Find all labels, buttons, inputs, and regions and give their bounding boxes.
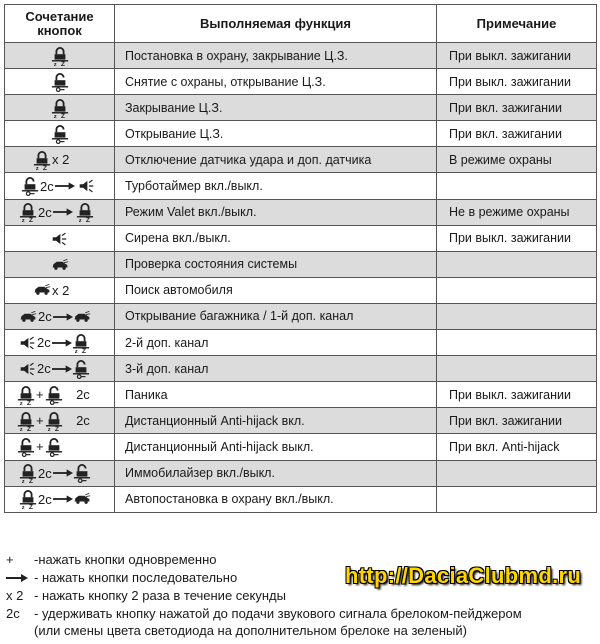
function-cell: Турботаймер вкл./выкл. [115,173,437,199]
combo-cell [5,43,115,69]
combo-cell [5,277,115,303]
arrow-right-icon [53,208,73,216]
lock-zz-icon [76,202,94,222]
siren-icon [78,179,95,193]
combo-modifier: 2с [38,204,52,220]
combo-cell [5,460,115,486]
legend-text: -нажать кнопки одновременно [34,552,217,567]
unlock-key-icon [45,385,63,405]
lock-zz-icon [33,150,51,170]
legend-item [6,552,216,567]
lock-zz-icon [19,463,37,483]
lock-zz-icon [45,411,63,431]
combo-cell [5,199,115,225]
combo-cell [5,173,115,199]
table-row [5,460,597,486]
combo-cell [5,69,115,95]
legend-symbol: x 2 [6,588,24,603]
siren-icon [19,362,36,376]
table-row [5,173,597,199]
note-cell: При выкл. зажигании [437,382,597,408]
lock-zz-icon [17,385,35,405]
legend-text: - нажать кнопку 2 раза в течение секунды [34,588,286,603]
combo-modifier: 2с [76,387,90,403]
table-row [5,43,597,69]
header-note: Примечание [437,5,597,43]
unlock-key-icon [73,463,91,483]
combo-cell [5,330,115,356]
function-cell: Паника [115,382,437,408]
siren-icon [19,336,36,350]
table-row [5,277,597,303]
table-row [5,356,597,382]
legend-symbol [6,570,34,585]
header-function: Выполняемая функция [115,5,437,43]
siren-icon [51,232,68,246]
combo-modifier: x 2 [52,152,70,168]
note-cell: При выкл. зажигании [437,43,597,69]
function-cell: Открывание Ц.З. [115,121,437,147]
function-cell: Проверка состояния системы [115,251,437,277]
table-header [5,5,597,43]
car-icon [19,311,37,323]
unlock-key-icon [51,72,69,92]
lock-zz-icon [19,202,37,222]
table-row [5,486,597,512]
unlock-key-icon [45,437,63,457]
car-icon [73,311,91,323]
legend-symbol: + [6,552,14,567]
combo-cell [5,434,115,460]
function-cell: Снятие с охраны, открывание Ц.З. [115,69,437,95]
function-cell: Закрывание Ц.З. [115,95,437,121]
note-cell [437,356,597,382]
function-cell: Сирена вкл./выкл. [115,225,437,251]
lock-zz-icon [19,489,37,509]
car-icon [33,284,51,296]
legend-text: (или смены цвета светодиода на дополнительном брелоке на зеленый) [34,623,467,638]
combo-cell [5,147,115,173]
plus-icon: + [36,439,44,455]
unlock-key-icon [21,176,39,196]
note-cell: При вкл. Anti-hijack [437,434,597,460]
note-cell: При вкл. зажигании [437,95,597,121]
note-cell [437,251,597,277]
function-cell: Отключение датчика удара и доп. датчика [115,147,437,173]
combo-modifier: 2с [38,491,52,507]
note-cell: При вкл. зажигании [437,121,597,147]
legend-item [6,606,522,621]
combo-modifier: 2с [38,465,52,481]
function-cell: 3-й доп. канал [115,356,437,382]
combo-modifier: x 2 [52,282,70,298]
table-row [5,434,597,460]
legend-symbol: 2с [6,606,20,621]
combo-cell [5,408,115,434]
table-row [5,225,597,251]
plus-icon: + [36,413,44,429]
arrow-right-icon [52,365,72,373]
note-cell: При выкл. зажигании [437,225,597,251]
lock-zz-icon [72,333,90,353]
combo-modifier: 2с [37,361,51,377]
table-row [5,382,597,408]
table-row [5,303,597,329]
watermark-url: http://DaciaClubmd.ru [345,563,582,588]
function-cell: 2-й доп. канал [115,330,437,356]
function-cell: Постановка в охрану, закрывание Ц.З. [115,43,437,69]
legend-item [6,570,237,585]
combo-cell [5,382,115,408]
combo-cell [5,95,115,121]
legend-text: - нажать кнопки последовательно [34,570,238,585]
combo-cell [5,486,115,512]
combo-modifier: 2с [38,309,52,325]
car-icon [73,493,91,505]
arrow-right-icon [52,339,72,347]
note-cell: В режиме охраны [437,147,597,173]
function-cell: Режим Valet вкл./выкл. [115,199,437,225]
arrow-right-icon [55,182,75,190]
lock-zz-icon [51,98,69,118]
combo-cell [5,225,115,251]
arrow-right-icon [53,495,73,503]
combo-cell [5,356,115,382]
combo-cell [5,303,115,329]
note-cell [437,173,597,199]
table-row [5,199,597,225]
function-cell: Дистанционный Anti-hijack вкл. [115,408,437,434]
table-row [5,251,597,277]
note-cell [437,330,597,356]
combo-modifier: 2с [37,335,51,351]
arrow-right-icon [53,469,73,477]
note-cell: Не в режиме охраны [437,199,597,225]
combo-modifier: 2с [40,178,54,194]
function-cell: Поиск автомобиля [115,277,437,303]
note-cell: При вкл. зажигании [437,408,597,434]
car-icon [51,259,69,271]
note-cell [437,303,597,329]
unlock-key-icon [17,437,35,457]
table-row [5,408,597,434]
unlock-key-icon [72,359,90,379]
lock-zz-icon [51,46,69,66]
plus-icon: + [36,387,44,403]
arrow-right-icon [6,574,28,582]
function-cell: Открывание багажника / 1-й доп. канал [115,303,437,329]
arrow-right-icon [53,313,73,321]
table-row [5,147,597,173]
table-row [5,95,597,121]
unlock-key-icon [51,124,69,144]
function-cell: Автопостановка в охрану вкл./выкл. [115,486,437,512]
note-cell [437,460,597,486]
legend-text: - удерживать кнопку нажатой до подачи звукового сигнала брелоком-пейджером [34,606,522,621]
note-cell: При выкл. зажигании [437,69,597,95]
combo-cell [5,251,115,277]
table-row [5,69,597,95]
header-buttons: Сочетание кнопок [5,5,115,43]
lock-zz-icon [17,411,35,431]
note-cell [437,486,597,512]
combo-modifier: 2с [76,413,90,429]
table-row [5,330,597,356]
table-row [5,121,597,147]
function-cell: Иммобилайзер вкл./выкл. [115,460,437,486]
legend-item [34,623,467,638]
note-cell [437,277,597,303]
combo-cell [5,121,115,147]
legend-item [6,588,286,603]
function-cell: Дистанционный Anti-hijack выкл. [115,434,437,460]
functions-table [4,4,597,513]
